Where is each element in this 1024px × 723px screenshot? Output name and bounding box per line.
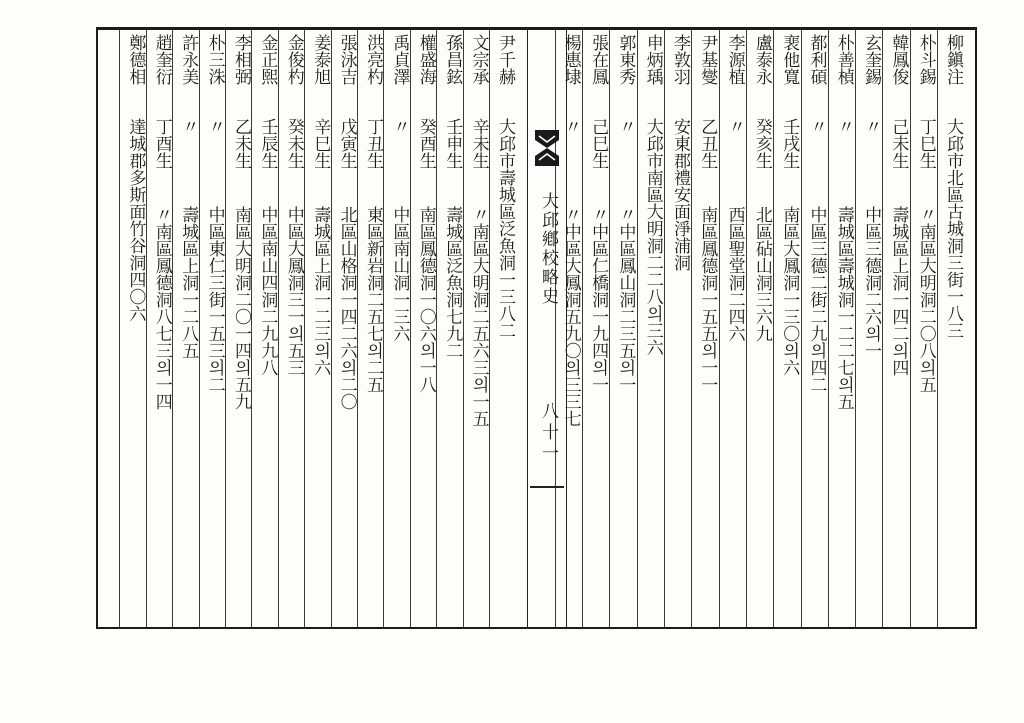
person-name: 裵他寬 <box>779 34 800 85</box>
birth-year: 戊寅生 <box>336 118 357 169</box>
person-name: 金俊杓 <box>283 34 304 85</box>
birth-year: 壬辰生 <box>257 118 278 169</box>
birth-year: 壬戌生 <box>779 118 800 169</box>
address: 大邱市壽城區泛魚洞一三八二 <box>495 118 515 339</box>
register-entry <box>281 34 307 624</box>
birth-year: 〃 <box>806 118 827 135</box>
birth-year: 丁丑生 <box>363 118 383 169</box>
address: 中區大鳳洞三一의五三 <box>283 206 304 376</box>
birth-year: 己未生 <box>888 118 909 169</box>
person-name: 姜泰旭 <box>310 34 331 85</box>
register-entry <box>612 34 638 624</box>
address: 中區南山四洞二九九八 <box>257 206 278 376</box>
person-name: 許永美 <box>178 34 199 85</box>
birth-year: 乙丑生 <box>697 118 718 169</box>
address: 安東郡禮安面淨浦洞 <box>670 118 690 271</box>
address: 〃中區仁橋洞一九四의一 <box>588 206 609 393</box>
birth-year: 癸酉生 <box>415 118 436 169</box>
register-entry <box>202 34 228 624</box>
address: 壽城區泛魚洞七九二 <box>442 206 463 359</box>
birth-year: 壬申生 <box>442 118 463 169</box>
register-entry <box>722 34 748 624</box>
register-entry <box>439 34 465 624</box>
person-name: 尹基燮 <box>697 34 718 85</box>
register-entry <box>254 34 280 624</box>
register-entry <box>149 34 175 624</box>
address: 北區山格洞一四二六의二〇 <box>336 206 357 410</box>
person-name: 李源植 <box>724 34 745 85</box>
address: 達城郡多斯面竹谷洞四〇六 <box>125 118 146 322</box>
register-entry <box>940 34 966 624</box>
address: 壽城區上洞一二三의六 <box>310 206 331 376</box>
address: 〃中區鳳山洞二三五의一 <box>615 206 636 393</box>
person-name: 郭東秀 <box>615 34 636 85</box>
person-name: 柳鎭注 <box>943 34 963 85</box>
address: 壽城區上洞一四二의四 <box>888 206 909 376</box>
address: 壽城區上洞一二八五 <box>178 206 199 359</box>
address: 〃南區大明洞二五六三의一五 <box>468 206 489 427</box>
address: 〃南區大明洞二〇八의五 <box>915 206 936 393</box>
register-entry <box>749 34 775 624</box>
person-name: 張泳吉 <box>336 34 357 85</box>
person-name: 孫昌鉉 <box>442 34 463 85</box>
person-name: 李相弼 <box>231 34 251 85</box>
register-entry <box>307 34 333 624</box>
person-name: 朴斗錫 <box>915 34 936 85</box>
register-entry <box>913 34 939 624</box>
birth-year: 〃 <box>615 118 636 135</box>
register-entry <box>667 34 693 624</box>
birth-year: 丁酉生 <box>151 118 172 169</box>
person-name: 楊惠埭 <box>560 34 581 85</box>
person-name: 玄奎錫 <box>861 34 882 85</box>
register-entry <box>334 34 360 624</box>
register-entry <box>694 34 720 624</box>
person-name: 趙奎衍 <box>151 34 172 85</box>
birth-year: 癸未生 <box>283 118 304 169</box>
address: 南區鳳德洞一五五의一一 <box>697 206 718 393</box>
person-name: 洪亮杓 <box>363 34 383 85</box>
person-name: 尹千赫 <box>495 34 515 85</box>
page-number-rule <box>530 486 564 488</box>
address: 壽城區壽城洞一二二七의五 <box>833 206 854 410</box>
birth-year: 乙未生 <box>231 118 251 169</box>
fish-tail-mark-icon <box>534 128 560 168</box>
person-name: 申炳瑀 <box>642 34 663 85</box>
person-name: 權盛海 <box>415 34 436 85</box>
page-frame-right <box>975 27 977 629</box>
address: 〃南區鳳德洞八七三의一四 <box>151 206 172 410</box>
address: 中區南山洞一三六 <box>389 206 410 342</box>
address: 大邱市北區古城洞三街一八三 <box>943 118 963 339</box>
register-entry <box>386 34 412 624</box>
center-spine <box>527 30 567 627</box>
register-entry <box>885 34 911 624</box>
register-entry <box>413 34 439 624</box>
address: 中區三德洞二六의一 <box>861 206 882 359</box>
birth-year: 〃 <box>389 118 410 135</box>
address: 中區三德二街二九의四二 <box>806 206 827 393</box>
person-name: 禹貞澤 <box>389 34 410 85</box>
column-rule <box>119 30 120 627</box>
person-name: 朴善楨 <box>833 34 854 85</box>
address: 〃中區大鳳洞五九〇의三三七 <box>560 206 581 427</box>
page-frame-left <box>96 27 98 629</box>
register-entry <box>175 34 201 624</box>
address: 南區鳳德洞一〇六의一八 <box>415 206 436 393</box>
person-name: 鄭德相 <box>125 34 146 85</box>
person-name: 文宗承 <box>468 34 489 85</box>
birth-year: 〃 <box>178 118 199 135</box>
register-entry <box>640 34 666 624</box>
page-frame-bottom <box>96 627 977 629</box>
birth-year: 辛巳生 <box>310 118 331 169</box>
birth-year: 己巳生 <box>588 118 609 169</box>
register-entry <box>492 34 518 624</box>
register-entry <box>466 34 492 624</box>
birth-year: 辛未生 <box>468 118 489 169</box>
person-name: 張在鳳 <box>588 34 609 85</box>
birth-year: 〃 <box>861 118 882 135</box>
address: 北區砧山洞三六九 <box>751 206 772 342</box>
book-title: 大邱鄕校略史 <box>538 192 558 306</box>
register-entry <box>360 34 386 624</box>
register-entry <box>804 34 830 624</box>
register-entry <box>122 34 148 624</box>
birth-year: 〃 <box>833 118 854 135</box>
person-name: 金正煕 <box>257 34 278 85</box>
person-name: 都利碩 <box>806 34 827 85</box>
person-name: 李敦羽 <box>670 34 690 85</box>
address: 南區大鳳洞一三〇의六 <box>779 206 800 376</box>
birth-year: 丁巳生 <box>915 118 936 169</box>
register-entry <box>776 34 802 624</box>
person-name: 盧泰永 <box>751 34 772 85</box>
page-number: 八十一 <box>538 402 558 465</box>
register-entry <box>585 34 611 624</box>
person-name: 朴三洙 <box>204 34 225 85</box>
address: 大邱市南區大明洞二二八의三六 <box>642 118 663 356</box>
address: 西區聖堂洞二四六 <box>724 206 745 342</box>
birth-year: 癸亥生 <box>751 118 772 169</box>
birth-year: 〃 <box>724 118 745 135</box>
register-entry <box>858 34 884 624</box>
birth-year: 〃 <box>204 118 225 135</box>
person-name: 韓鳳俊 <box>888 34 909 85</box>
birth-year: 〃 <box>560 118 581 135</box>
address: 南區大明洞二〇一四의五九 <box>231 206 251 410</box>
register-entry <box>831 34 857 624</box>
address: 中區東仁三街一五三의二 <box>204 206 225 393</box>
address: 東區新岩洞二五七의二五 <box>363 206 383 393</box>
register-entry <box>228 34 254 624</box>
